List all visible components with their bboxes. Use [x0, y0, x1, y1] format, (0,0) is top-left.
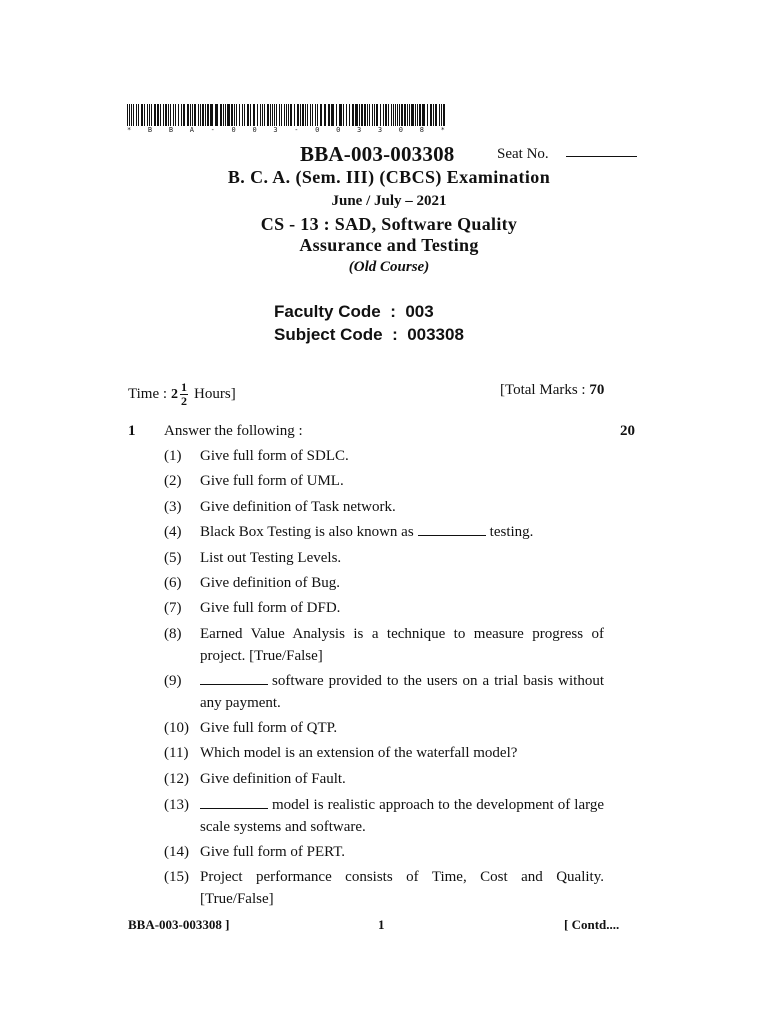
list-item — [164, 597, 604, 619]
subject-code-label: Subject Code — [274, 325, 383, 344]
item-number: (15) — [164, 869, 189, 885]
barcode-char: 0 — [336, 126, 341, 134]
item-text — [200, 670, 604, 714]
exam-session: June / July – 2021 — [331, 193, 447, 209]
item-text: Give definition of Task network. — [200, 499, 396, 515]
item-number: (1) — [164, 448, 182, 464]
list-item — [164, 742, 604, 764]
list-item — [164, 670, 604, 714]
barcode-char: - — [210, 126, 215, 134]
answer-blank — [418, 523, 486, 536]
subject-title-line-1: CS - 13 : SAD, Software Quality — [260, 214, 518, 234]
barcode-char: B — [147, 126, 153, 134]
barcode-char: - — [294, 126, 299, 134]
item-text: Give full form of PERT. — [200, 844, 346, 860]
list-item — [164, 521, 604, 543]
exam-title: B. C. A. (Sem. III) (CBCS) Examination — [227, 167, 551, 187]
item-text: Project performance consists of Time, Cost and Quality. [True/False] — [200, 869, 604, 907]
item-number: (10) — [164, 720, 189, 736]
question-number: 1 — [128, 423, 136, 439]
barcode-char: 3 — [377, 126, 383, 134]
time-label: Time : — [128, 386, 168, 402]
paper-code-title: BBA-003-003308 — [300, 142, 455, 166]
subject-code: Subject Code : 003308 — [274, 325, 464, 344]
page-number: 1 — [378, 917, 385, 932]
list-item — [164, 794, 604, 838]
item-text: Earned Value Analysis is a technique to measure progress of project. [True/False] — [200, 626, 604, 664]
subject-title-line-2: Assurance and Testing — [299, 235, 479, 255]
footer-paper-code: BBA-003-003308 ] — [128, 917, 230, 932]
item-number: (2) — [164, 473, 182, 489]
item-text: Give definition of Bug. — [200, 575, 340, 591]
faculty-code-value: 003 — [405, 302, 434, 321]
barcode-char: 8 — [419, 126, 424, 134]
item-text-before-blank: Black Box Testing is also known as — [200, 524, 414, 540]
total-marks-label: [Total Marks : — [500, 382, 586, 398]
item-text: Give full form of SDLC. — [200, 448, 349, 464]
faculty-code: Faculty Code : 003 — [274, 302, 434, 321]
seat-number-label: Seat No. — [497, 146, 549, 162]
list-item — [164, 547, 604, 569]
item-number: (8) — [164, 626, 182, 642]
item-number: (13) — [164, 797, 189, 813]
barcode-char: 0 — [398, 126, 403, 134]
barcode-char: * — [127, 126, 132, 134]
barcode-bar — [443, 104, 445, 126]
item-text — [200, 521, 604, 543]
item-number: (5) — [164, 550, 182, 566]
item-text: Give full form of UML. — [200, 473, 344, 489]
list-item — [164, 470, 604, 492]
seat-number-field — [566, 156, 637, 157]
item-text-after-blank: software provided to the users on a trial basis without any payment. — [200, 673, 604, 711]
faculty-code-label: Faculty Code — [274, 302, 381, 321]
item-number: (3) — [164, 499, 182, 515]
item-number: (12) — [164, 771, 189, 787]
total-marks-value: 70 — [589, 382, 605, 398]
barcode-char: 3 — [356, 126, 362, 134]
list-item — [164, 572, 604, 594]
time-denominator: 2 — [181, 394, 188, 408]
time-unit: Hours] — [194, 386, 236, 402]
item-text: Give definition of Fault. — [200, 771, 346, 787]
continued-label: [ Contd.... — [564, 917, 620, 932]
time-fraction — [180, 381, 188, 408]
barcode-char: 0 — [231, 126, 236, 134]
item-number: (7) — [164, 600, 182, 616]
answer-blank — [200, 796, 268, 809]
item-text — [200, 794, 604, 838]
item-number: (11) — [164, 745, 189, 761]
item-number: (4) — [164, 524, 182, 540]
item-number: (14) — [164, 844, 189, 860]
item-number: (9) — [164, 673, 182, 689]
time-allowed — [128, 381, 236, 408]
barcode — [127, 104, 445, 126]
list-item — [164, 841, 604, 863]
time-numerator: 1 — [181, 380, 188, 394]
item-text-after-blank: testing. — [489, 524, 534, 540]
barcode-char: B — [168, 126, 174, 134]
answer-blank — [200, 672, 268, 685]
list-item — [164, 623, 604, 667]
question-text: Answer the following : — [164, 423, 303, 439]
list-item — [164, 866, 604, 910]
list-item — [164, 496, 604, 518]
time-whole: 2 — [171, 386, 179, 402]
barcode-char: 0 — [252, 126, 257, 134]
total-marks — [500, 382, 604, 399]
barcode-text — [127, 126, 445, 134]
barcode-char: A — [189, 126, 194, 134]
list-item — [164, 768, 604, 790]
list-item — [164, 445, 604, 467]
list-item — [164, 717, 604, 739]
barcode-char: 0 — [315, 126, 320, 134]
item-text: Give full form of DFD. — [200, 600, 341, 616]
item-text-after-blank: model is realistic approach to the development of large scale systems and software. — [200, 797, 604, 835]
item-number: (6) — [164, 575, 182, 591]
question-marks: 20 — [620, 423, 635, 439]
barcode-char: 3 — [273, 126, 278, 134]
subject-code-value: 003308 — [407, 325, 464, 344]
course-type: (Old Course) — [348, 259, 430, 275]
item-text: Give full form of QTP. — [200, 720, 338, 736]
item-text: Which model is an extension of the waterfall model? — [200, 745, 518, 761]
item-text: List out Testing Levels. — [200, 550, 342, 566]
barcode-char: * — [440, 126, 445, 134]
